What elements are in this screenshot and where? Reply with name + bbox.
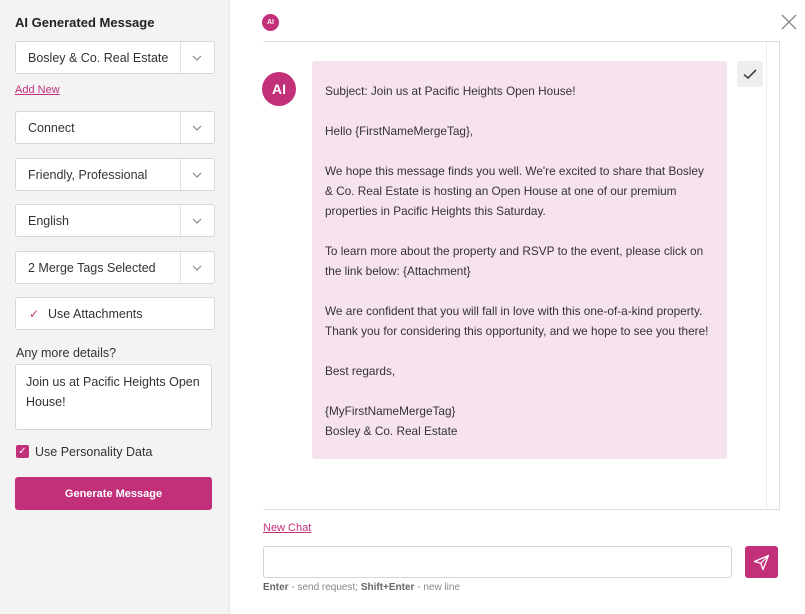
accept-message-button[interactable] — [737, 61, 763, 87]
select-divider — [180, 42, 181, 73]
message-closing: Best regards, — [325, 364, 396, 378]
message-signature-company: Bosley & Co. Real Estate — [325, 424, 458, 438]
divider — [779, 42, 780, 509]
tone-select[interactable] — [15, 158, 215, 191]
chevron-down-icon — [191, 262, 203, 274]
use-attachments-label: Use Attachments — [48, 306, 143, 321]
message-greeting: Hello {FirstNameMergeTag}, — [325, 124, 474, 138]
close-icon[interactable] — [780, 13, 798, 31]
hint-enter-text: - send request; — [288, 582, 361, 593]
tone-select-value: Friendly, Professional — [28, 167, 148, 182]
scrollbar[interactable] — [766, 42, 767, 509]
hint-shift-text: - new line — [414, 582, 461, 593]
language-select[interactable] — [15, 204, 215, 237]
add-new-link[interactable]: Add New — [15, 84, 60, 96]
select-divider — [180, 112, 181, 143]
select-divider — [180, 205, 181, 236]
use-attachments-toggle[interactable] — [15, 297, 215, 330]
chevron-down-icon — [191, 52, 203, 64]
message-subject: Subject: Join us at Pacific Heights Open House! — [325, 84, 576, 98]
divider — [263, 509, 780, 510]
hint-enter-key: Enter — [263, 582, 289, 593]
sidebar — [0, 0, 230, 614]
ai-avatar: AI — [262, 72, 296, 106]
chat-input[interactable] — [263, 546, 732, 578]
more-details-label: Any more details? — [16, 346, 117, 360]
merge-tags-select-value: 2 Merge Tags Selected — [28, 260, 156, 275]
sidebar-title: AI Generated Message — [15, 15, 155, 30]
ai-logo-icon: AI — [262, 14, 279, 31]
merge-tags-select[interactable] — [15, 251, 215, 284]
hint-shift-key: Shift+Enter — [360, 582, 415, 593]
keyboard-hint — [263, 582, 460, 593]
use-personality-data-label: Use Personality Data — [35, 445, 153, 459]
send-icon — [753, 554, 770, 571]
divider — [263, 41, 780, 42]
select-divider — [180, 159, 181, 190]
checkbox-checked-icon[interactable]: ✓ — [16, 445, 29, 458]
new-chat-link[interactable]: New Chat — [263, 522, 312, 534]
language-select-value: English — [28, 213, 69, 228]
select-divider — [180, 252, 181, 283]
chevron-down-icon — [191, 169, 203, 181]
message-paragraph: We hope this message finds you well. We're excited to share that Bosley & Co. Real Estate is hosting an Open House at one of our premium properties in Pacific Heights this Saturday. — [325, 164, 704, 218]
chevron-down-icon — [191, 215, 203, 227]
chevron-down-icon — [191, 122, 203, 134]
company-select[interactable] — [15, 41, 215, 74]
goal-select-value: Connect — [28, 120, 75, 135]
send-button[interactable] — [745, 546, 778, 578]
more-details-input[interactable] — [15, 364, 212, 430]
message-signature-name: {MyFirstNameMergeTag} — [325, 404, 456, 418]
generate-message-button[interactable]: Generate Message — [15, 477, 212, 510]
company-select-value: Bosley & Co. Real Estate — [28, 50, 169, 65]
goal-select[interactable] — [15, 111, 215, 144]
check-icon — [742, 66, 758, 82]
message-paragraph: To learn more about the property and RSVP to the event, please click on the link below: {Attachment} — [325, 244, 704, 278]
check-icon: ✓ — [29, 307, 40, 321]
message-paragraph: We are confident that you will fall in love with this one-of-a-kind property. Thank you for considering this opportunity, and we hope to see you there! — [325, 304, 709, 338]
message-bubble — [312, 61, 727, 459]
